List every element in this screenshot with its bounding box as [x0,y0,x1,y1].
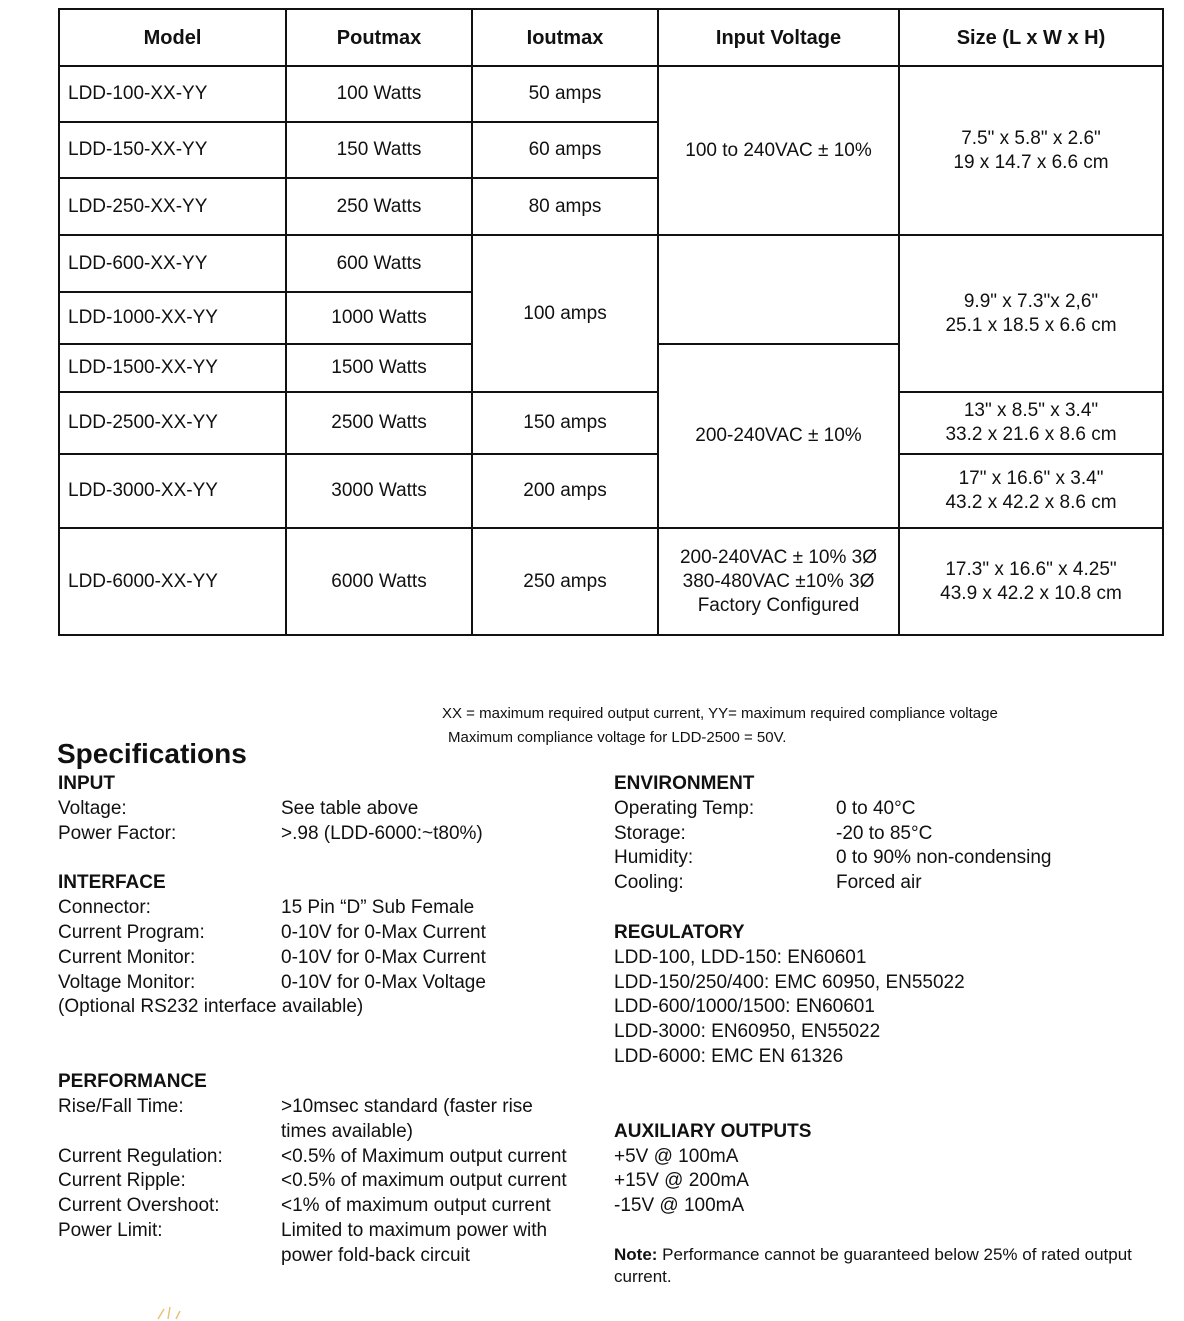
pout-cell: 1000 Watts [286,292,472,344]
spec-row [58,822,608,847]
spec-label: Storage: [614,822,686,844]
spec-value: 0 to 90% non-condensing [836,847,1052,869]
model-cell: LDD-1000-XX-YY [59,292,286,344]
header-ioutmax: Ioutmax [472,9,658,66]
interface-optional: (Optional RS232 interface available) [58,996,364,1018]
spec-row [58,896,608,921]
spec-label: Current Monitor: [58,946,196,968]
size-in: 9.9" x 7.3"x 2,6" [963,290,1099,312]
model-cell: LDD-6000-XX-YY [59,528,286,635]
spec-label: Humidity: [614,847,694,869]
iout-cell: 250 amps [472,528,658,635]
spec-left-column [58,772,608,1269]
performance-note [614,1244,1154,1288]
size-cm: 33.2 x 21.6 x 8.6 cm [945,424,1117,445]
input-heading: INPUT [58,773,115,794]
pout-cell: 1500 Watts [286,344,472,392]
auxiliary-line: -15V @ 100mA [614,1195,745,1217]
spec-label: Current Ripple: [58,1170,186,1192]
pout-cell: 250 Watts [286,178,472,235]
size-cell [899,66,1163,235]
spec-value: <0.5% of Maximum output current [281,1145,567,1167]
spec-label: Current Regulation: [58,1145,223,1167]
vin-cell-empty [658,235,899,344]
size-cm: 25.1 x 18.5 x 6.6 cm [945,314,1117,336]
auxiliary-heading: AUXILIARY OUTPUTS [614,1120,812,1142]
regulatory-line: LDD-3000: EN60950, EN55022 [614,1021,881,1043]
iout-cell: 50 amps [472,66,658,122]
spec-label: Rise/Fall Time: [58,1095,184,1117]
model-cell: LDD-1500-XX-YY [59,344,286,392]
regulatory-line: LDD-600/1000/1500: EN60601 [614,996,875,1018]
pout-cell: 6000 Watts [286,528,472,635]
spec-label: Cooling: [614,872,684,894]
vin-cell: 200-240VAC ± 10% [658,344,899,528]
model-cell: LDD-2500-XX-YY [59,392,286,454]
size-cell [899,528,1163,635]
pout-cell: 100 Watts [286,66,472,122]
pout-cell: 3000 Watts [286,454,472,528]
spec-value: Limited to maximum power with power fold-back circuit [281,1219,548,1266]
spec-label: Voltage: [58,797,127,819]
size-in: 13" x 8.5" x 3.4" [963,400,1099,421]
spec-row [58,971,608,996]
spec-row [58,797,608,822]
size-in: 17.3" x 16.6" x 4.25" [945,558,1117,580]
size-cm: 19 x 14.7 x 6.6 cm [953,151,1109,173]
regulatory-line: LDD-100, LDD-150: EN60601 [614,946,867,968]
spec-value: Forced air [836,872,922,894]
header-model: Model [59,9,286,66]
spec-label: Connector: [58,897,151,919]
spec-value: >10msec standard (faster rise times available) [281,1095,533,1142]
spec-value: 0-10V for 0-Max Voltage [281,971,486,993]
spec-row [58,1095,608,1145]
vin-line: 380-480VAC ±10% 3Ø [682,570,875,592]
spec-label: Power Limit: [58,1219,163,1241]
spec-row [58,1219,608,1269]
header-input-voltage: Input Voltage [658,9,899,66]
pout-cell: 150 Watts [286,122,472,178]
decorative-mark-icon [150,1305,210,1321]
spec-value: >.98 (LDD-6000:~t80%) [281,822,483,844]
spec-row [58,1169,608,1194]
regulatory-line: LDD-6000: EMC EN 61326 [614,1045,844,1067]
spec-row [614,871,1164,896]
spec-row [58,1194,608,1219]
spec-value: 0-10V for 0-Max Current [281,921,486,943]
note-line: Maximum compliance voltage for LDD-2500 = 50V. [448,729,787,746]
table-notes [442,702,998,750]
model-spec-table [58,8,1164,636]
spec-label: Current Overshoot: [58,1195,220,1217]
spec-value: 0-10V for 0-Max Current [281,946,486,968]
note-text: Performance cannot be guaranteed below 25% of rated output current. [614,1245,1132,1286]
spec-label: Operating Temp: [614,797,755,819]
model-cell: LDD-600-XX-YY [59,235,286,292]
spec-row [58,946,608,971]
model-cell: LDD-150-XX-YY [59,122,286,178]
spec-row [614,822,1164,847]
performance-heading: PERFORMANCE [58,1071,207,1093]
note-label: Note: [614,1245,658,1264]
spec-label: Power Factor: [58,822,177,844]
size-cell [899,454,1163,528]
model-cell: LDD-250-XX-YY [59,178,286,235]
size-cell [899,235,1163,392]
spec-value: 15 Pin “D” Sub Female [281,897,475,919]
spec-label: Voltage Monitor: [58,971,196,993]
auxiliary-line: +15V @ 200mA [614,1170,749,1192]
spec-label: Current Program: [58,921,205,943]
vin-cell [658,528,899,635]
vin-cell: 100 to 240VAC ± 10% [658,66,899,235]
spec-value: See table above [281,797,419,819]
regulatory-heading: REGULATORY [614,921,745,943]
spec-value: <1% of maximum output current [281,1195,551,1217]
header-poutmax: Poutmax [286,9,472,66]
model-cell: LDD-3000-XX-YY [59,454,286,528]
pout-cell: 2500 Watts [286,392,472,454]
iout-cell: 200 amps [472,454,658,528]
spec-row [58,1145,608,1170]
note-line: XX = maximum required output current, YY= maximum required compliance voltage [442,705,998,722]
auxiliary-line: +5V @ 100mA [614,1145,739,1167]
spec-value: -20 to 85°C [836,822,933,844]
spec-value: <0.5% of maximum output current [281,1170,567,1192]
iout-cell: 80 amps [472,178,658,235]
section-title: Specifications [57,738,247,769]
interface-heading: INTERFACE [58,872,166,894]
size-in: 7.5" x 5.8" x 2.6" [961,127,1101,149]
iout-cell: 150 amps [472,392,658,454]
model-cell: LDD-100-XX-YY [59,66,286,122]
spec-value: 0 to 40°C [836,797,916,819]
size-cm: 43.2 x 42.2 x 8.6 cm [945,492,1117,513]
vin-line: Factory Configured [697,594,860,616]
pout-cell: 600 Watts [286,235,472,292]
header-size: Size (L x W x H) [899,9,1163,66]
iout-cell: 100 amps [472,235,658,392]
regulatory-line: LDD-150/250/400: EMC 60950, EN55022 [614,971,965,993]
size-cm: 43.9 x 42.2 x 10.8 cm [940,582,1122,604]
environment-heading: ENVIRONMENT [614,773,755,794]
spec-row [614,797,1164,822]
iout-cell: 60 amps [472,122,658,178]
spec-row [58,921,608,946]
spec-right-column [614,772,1164,1219]
size-in: 17" x 16.6" x 3.4" [958,468,1104,489]
vin-line: 200-240VAC ± 10% 3Ø [679,546,878,568]
size-cell [899,392,1163,454]
spec-row [614,846,1164,871]
